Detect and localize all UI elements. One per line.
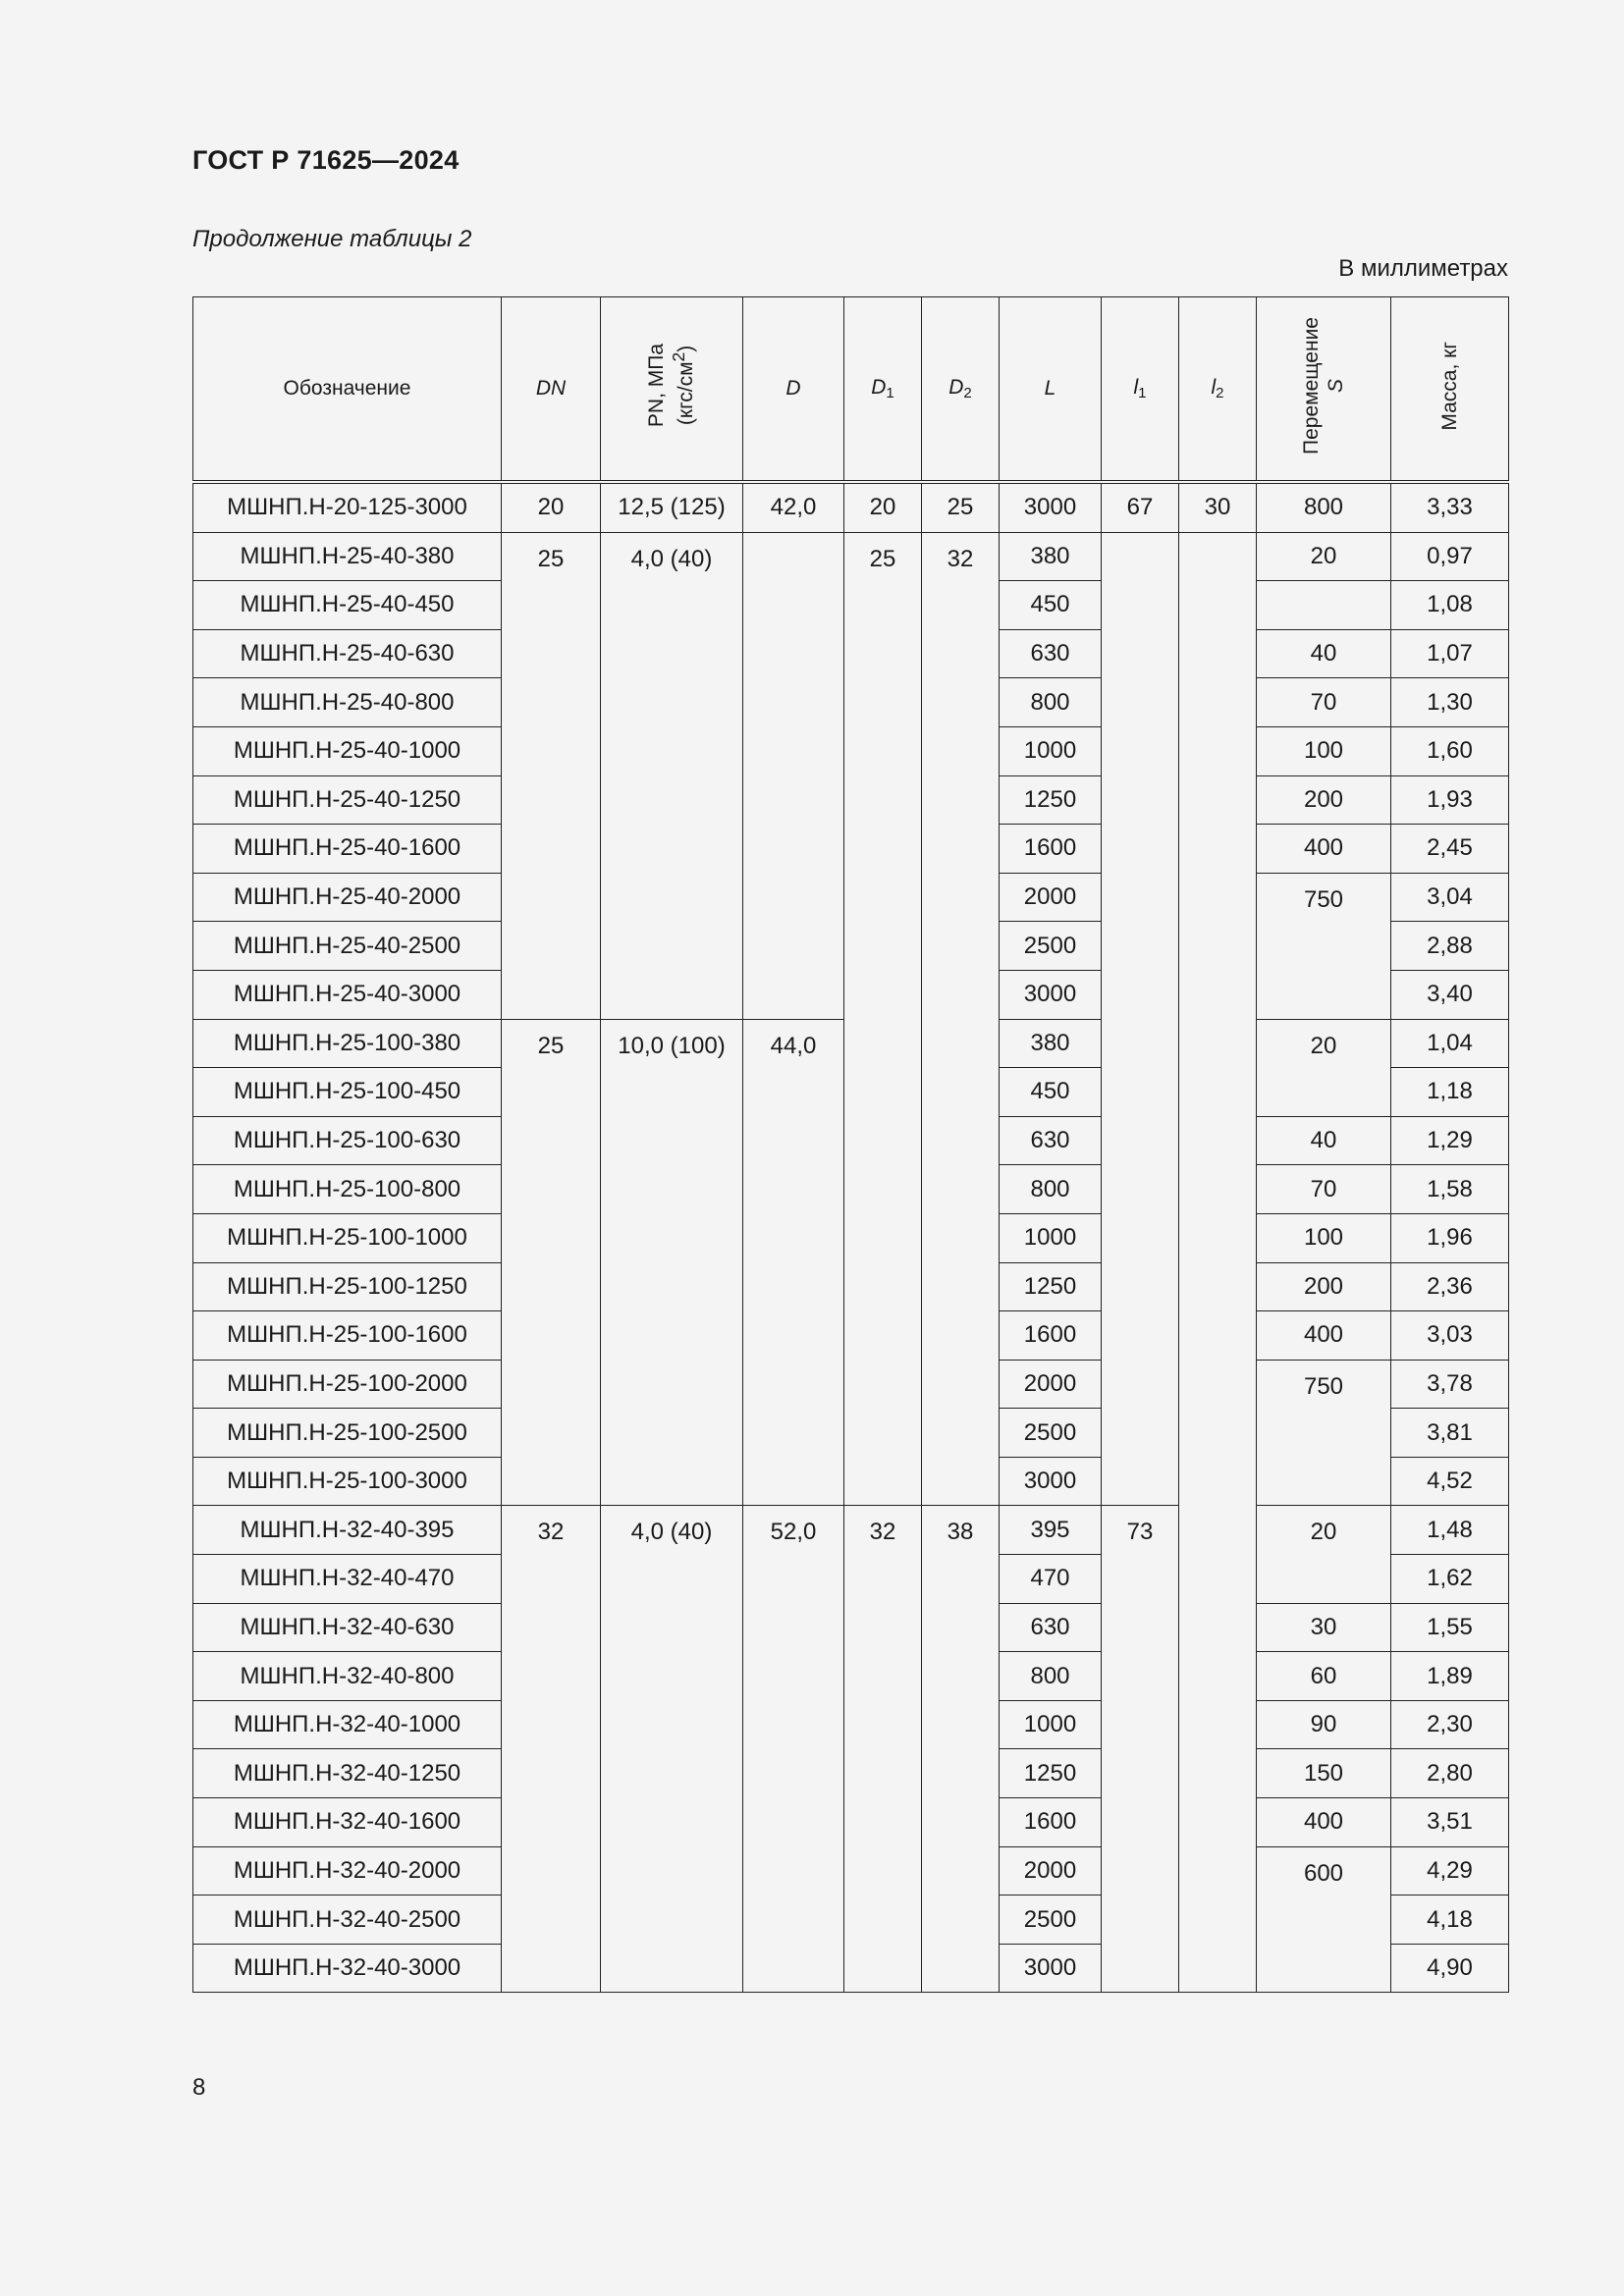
table-row: [193, 482, 1509, 532]
cell-mass: 1,96: [1391, 1213, 1509, 1262]
cell-displacement: 200: [1257, 1262, 1391, 1311]
cell-designation: МШНП.Н-32-40-2000: [193, 1846, 502, 1896]
cell-designation: МШНП.Н-32-40-3000: [193, 1944, 502, 1993]
cell-mass: 1,62: [1391, 1555, 1509, 1604]
cell-mass: 2,30: [1391, 1700, 1509, 1749]
cell-l: 1250: [1000, 1749, 1102, 1798]
cell-designation: МШНП.Н-32-40-1000: [193, 1700, 502, 1749]
cell-displacement: 100: [1257, 726, 1391, 775]
cell-designation: МШНП.Н-25-40-630: [193, 629, 502, 678]
cell-designation: МШНП.Н-25-100-1000: [193, 1213, 502, 1262]
cell-l: 630: [1000, 629, 1102, 678]
cell-mass: 2,88: [1391, 922, 1509, 971]
cell-mass: 1,04: [1391, 1019, 1509, 1068]
cell-d2: 32: [922, 532, 1000, 1506]
cell-designation: МШНП.Н-25-100-3000: [193, 1457, 502, 1506]
cell-mass: 1,29: [1391, 1116, 1509, 1165]
cell-dn: 25: [502, 1019, 601, 1506]
cell-designation: МШНП.Н-25-100-2000: [193, 1360, 502, 1409]
cell-displacement: 20: [1257, 1506, 1391, 1603]
cell-designation: МШНП.Н-32-40-1250: [193, 1749, 502, 1798]
header-mass: Масса, кг: [1391, 297, 1509, 483]
cell-d: 44,0: [743, 1019, 844, 1506]
cell-d2: 25: [922, 482, 1000, 532]
table-caption: Продолжение таблицы 2: [192, 226, 472, 252]
cell-d1: 32: [844, 1506, 922, 1993]
cell-mass: 1,55: [1391, 1603, 1509, 1652]
cell-designation: МШНП.Н-25-40-3000: [193, 970, 502, 1019]
cell-l: 1600: [1000, 1798, 1102, 1847]
cell-mass: 1,48: [1391, 1506, 1509, 1555]
cell-d: [743, 532, 844, 1019]
cell-mass: 4,90: [1391, 1944, 1509, 1993]
cell-mass: 3,51: [1391, 1798, 1509, 1847]
cell-displacement: 750: [1257, 873, 1391, 1019]
cell-l: 3000: [1000, 1944, 1102, 1993]
cell-l: 380: [1000, 532, 1102, 581]
cell-pn: 10,0 (100): [601, 1019, 743, 1506]
cell-l: 2000: [1000, 873, 1102, 922]
cell-displacement: [1257, 581, 1391, 630]
header-displacement: Перемещение S: [1257, 297, 1391, 483]
header-pn: PN, МПа $(кгс/см^2)$: [601, 297, 743, 483]
header-row: [193, 297, 1509, 483]
cell-designation: МШНП.Н-25-100-1250: [193, 1262, 502, 1311]
cell-displacement: 100: [1257, 1213, 1391, 1262]
cell-l: 1250: [1000, 775, 1102, 825]
cell-l2: [1179, 532, 1257, 1993]
header-l2: $l_2$: [1179, 297, 1257, 483]
cell-d: 42,0: [743, 482, 844, 532]
cell-l: 1000: [1000, 726, 1102, 775]
cell-l: 1600: [1000, 1311, 1102, 1361]
cell-displacement: 750: [1257, 1360, 1391, 1506]
header-d: D: [743, 297, 844, 483]
cell-displacement: 150: [1257, 1749, 1391, 1798]
cell-designation: МШНП.Н-32-40-2500: [193, 1896, 502, 1945]
cell-pn: 12,5 (125): [601, 482, 743, 532]
cell-l: 1600: [1000, 825, 1102, 874]
cell-designation: МШНП.Н-25-40-2000: [193, 873, 502, 922]
cell-mass: 1,89: [1391, 1652, 1509, 1701]
cell-designation: МШНП.Н-25-100-380: [193, 1019, 502, 1068]
cell-mass: 1,93: [1391, 775, 1509, 825]
header-l1: $l_1$: [1102, 297, 1179, 483]
cell-mass: 3,81: [1391, 1409, 1509, 1458]
cell-dn: 32: [502, 1506, 601, 1993]
cell-mass: 2,45: [1391, 825, 1509, 874]
cell-mass: 2,80: [1391, 1749, 1509, 1798]
header-designation: Обозначение: [193, 297, 502, 483]
cell-l1: [1102, 532, 1179, 1506]
cell-l: 380: [1000, 1019, 1102, 1068]
data-table: [192, 296, 1509, 1993]
header-l: L: [1000, 297, 1102, 483]
cell-l2: 30: [1179, 482, 1257, 532]
cell-displacement: 30: [1257, 1603, 1391, 1652]
table-row: [193, 1506, 1509, 1555]
cell-l: 450: [1000, 581, 1102, 630]
cell-designation: МШНП.Н-25-100-2500: [193, 1409, 502, 1458]
cell-l: 3000: [1000, 970, 1102, 1019]
cell-l: 2500: [1000, 1896, 1102, 1945]
cell-mass: 1,08: [1391, 581, 1509, 630]
cell-l: 2000: [1000, 1846, 1102, 1896]
cell-designation: МШНП.Н-32-40-630: [193, 1603, 502, 1652]
cell-displacement: 800: [1257, 482, 1391, 532]
cell-designation: МШНП.Н-25-100-800: [193, 1165, 502, 1214]
cell-l: 2000: [1000, 1360, 1102, 1409]
cell-l: 1000: [1000, 1700, 1102, 1749]
header-d2: $D_2$: [922, 297, 1000, 483]
cell-designation: МШНП.Н-25-100-450: [193, 1068, 502, 1117]
units-note: В миллиметрах: [1338, 255, 1508, 282]
cell-d1: 20: [844, 482, 922, 532]
cell-displacement: 600: [1257, 1846, 1391, 1993]
cell-l: 800: [1000, 1652, 1102, 1701]
cell-l: 1000: [1000, 1213, 1102, 1262]
cell-d1: 25: [844, 532, 922, 1506]
cell-l: 3000: [1000, 482, 1102, 532]
header-d1: $D_1$: [844, 297, 922, 483]
cell-d: 52,0: [743, 1506, 844, 1993]
cell-designation: МШНП.Н-25-40-1600: [193, 825, 502, 874]
cell-displacement: 70: [1257, 1165, 1391, 1214]
cell-dn: 20: [502, 482, 601, 532]
table-row: [193, 532, 1509, 581]
cell-displacement: 20: [1257, 532, 1391, 581]
page-number: 8: [192, 2074, 206, 2101]
cell-l: 800: [1000, 1165, 1102, 1214]
cell-l: 800: [1000, 678, 1102, 727]
cell-l: 630: [1000, 1603, 1102, 1652]
cell-displacement: 70: [1257, 678, 1391, 727]
cell-mass: 3,04: [1391, 873, 1509, 922]
cell-dn: 25: [502, 532, 601, 1019]
cell-l: 2500: [1000, 1409, 1102, 1458]
cell-displacement: 90: [1257, 1700, 1391, 1749]
cell-l1: 73: [1102, 1506, 1179, 1993]
cell-mass: 4,29: [1391, 1846, 1509, 1896]
cell-mass: 4,18: [1391, 1896, 1509, 1945]
cell-designation: МШНП.Н-32-40-800: [193, 1652, 502, 1701]
cell-l1: 67: [1102, 482, 1179, 532]
cell-designation: МШНП.Н-25-40-800: [193, 678, 502, 727]
cell-designation: МШНП.Н-25-40-1000: [193, 726, 502, 775]
cell-designation: МШНП.Н-25-40-2500: [193, 922, 502, 971]
document-header: ГОСТ Р 71625—2024: [192, 145, 460, 175]
cell-mass: 2,36: [1391, 1262, 1509, 1311]
cell-displacement: 400: [1257, 1311, 1391, 1361]
cell-designation: МШНП.Н-25-100-630: [193, 1116, 502, 1165]
cell-designation: МШНП.Н-20-125-3000: [193, 482, 502, 532]
cell-l: 470: [1000, 1555, 1102, 1604]
cell-l: 3000: [1000, 1457, 1102, 1506]
cell-designation: МШНП.Н-32-40-470: [193, 1555, 502, 1604]
cell-designation: МШНП.Н-32-40-395: [193, 1506, 502, 1555]
cell-mass: 1,58: [1391, 1165, 1509, 1214]
cell-displacement: 40: [1257, 1116, 1391, 1165]
cell-displacement: 400: [1257, 825, 1391, 874]
cell-mass: 0,97: [1391, 532, 1509, 581]
cell-l: 630: [1000, 1116, 1102, 1165]
header-dn: DN: [502, 297, 601, 483]
cell-mass: 1,30: [1391, 678, 1509, 727]
cell-designation: МШНП.Н-25-100-1600: [193, 1311, 502, 1361]
cell-l: 1250: [1000, 1262, 1102, 1311]
cell-pn: 4,0 (40): [601, 1506, 743, 1993]
cell-l: 395: [1000, 1506, 1102, 1555]
cell-displacement: 200: [1257, 775, 1391, 825]
cell-mass: 4,52: [1391, 1457, 1509, 1506]
cell-displacement: 20: [1257, 1019, 1391, 1116]
cell-designation: МШНП.Н-32-40-1600: [193, 1798, 502, 1847]
cell-designation: МШНП.Н-25-40-1250: [193, 775, 502, 825]
cell-displacement: 60: [1257, 1652, 1391, 1701]
cell-mass: 1,18: [1391, 1068, 1509, 1117]
cell-l: 450: [1000, 1068, 1102, 1117]
cell-mass: 3,33: [1391, 482, 1509, 532]
cell-displacement: 400: [1257, 1798, 1391, 1847]
cell-mass: 3,03: [1391, 1311, 1509, 1361]
cell-mass: 1,60: [1391, 726, 1509, 775]
cell-l: 2500: [1000, 922, 1102, 971]
cell-designation: МШНП.Н-25-40-380: [193, 532, 502, 581]
cell-mass: 1,07: [1391, 629, 1509, 678]
cell-mass: 3,40: [1391, 970, 1509, 1019]
cell-designation: МШНП.Н-25-40-450: [193, 581, 502, 630]
cell-d2: 38: [922, 1506, 1000, 1993]
cell-mass: 3,78: [1391, 1360, 1509, 1409]
cell-pn: 4,0 (40): [601, 532, 743, 1019]
cell-displacement: 40: [1257, 629, 1391, 678]
